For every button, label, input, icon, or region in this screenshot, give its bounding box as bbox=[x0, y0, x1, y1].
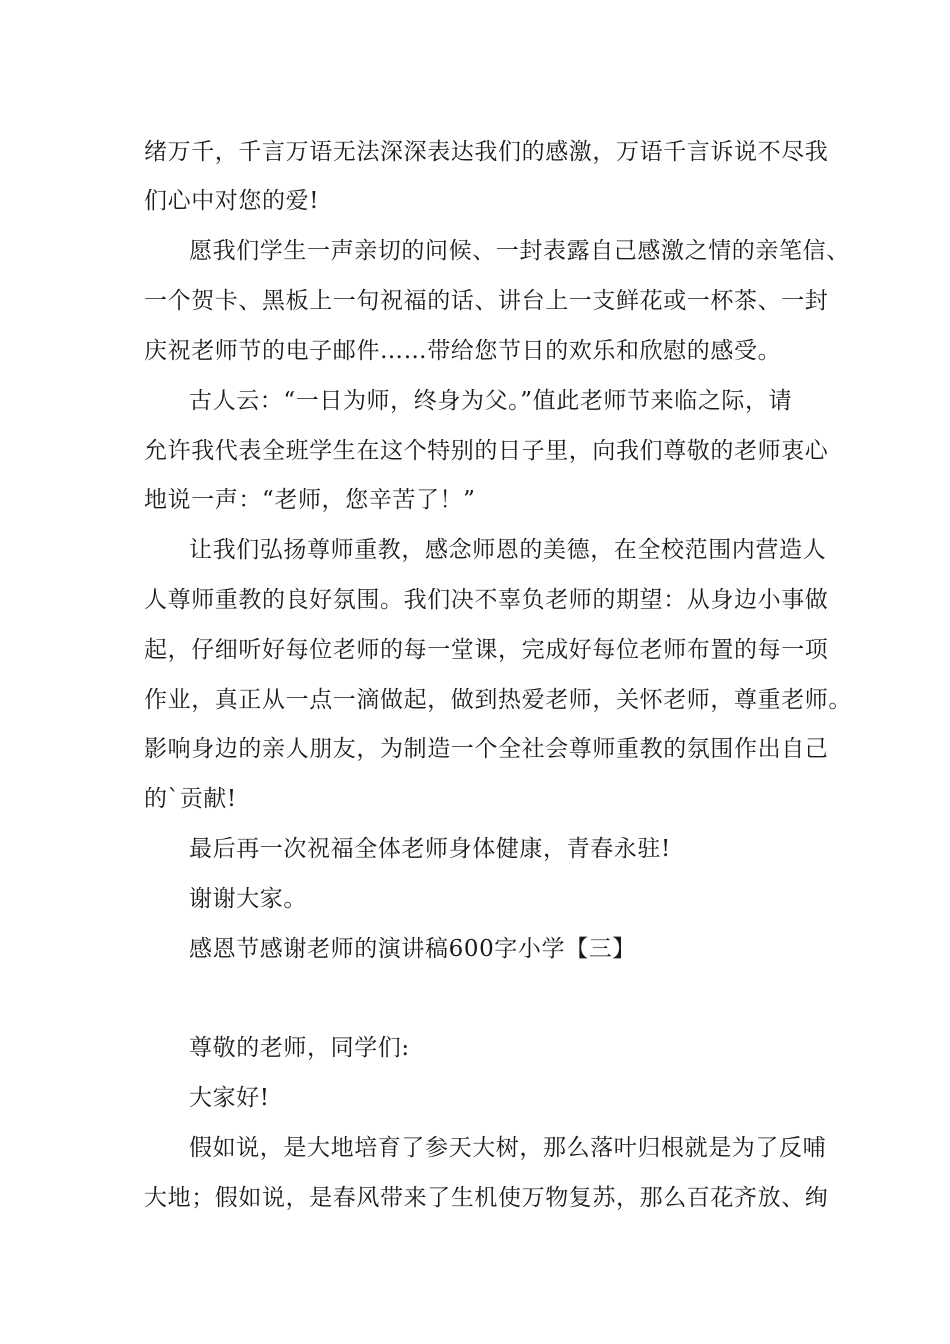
paragraph-first-line: 假如说，是大地培育了参天大树，那么落叶归根就是为了反哺 bbox=[189, 1135, 827, 1161]
text-line: 庆祝老师节的电子邮件……带给您节日的欢乐和欣慰的感受。 bbox=[144, 338, 782, 364]
text-line: 们心中对您的爱! bbox=[144, 188, 320, 214]
greeting: 大家好! bbox=[189, 1085, 270, 1111]
text-line: 人尊师重教的良好氛围。我们决不辜负老师的期望：从身边小事做 bbox=[144, 587, 829, 613]
text-line: 绪万千，千言万语无法深深表达我们的感激，万语千言诉说不尽我 bbox=[144, 139, 829, 165]
paragraph-first-line: 愿我们学生一声亲切的问候、一封表露自己感激之情的亲笔信、 bbox=[189, 238, 850, 264]
text-line: 的`贡献! bbox=[144, 786, 237, 812]
text-line: 一个贺卡、黑板上一句祝福的话、讲台上一支鲜花或一杯茶、一封 bbox=[144, 288, 829, 314]
paragraph-first-line: 让我们弘扬尊师重教，感念师恩的美德，在全校范围内营造人 bbox=[189, 537, 827, 563]
text-line: 地说一声：“老师，您辛苦了！” bbox=[144, 487, 476, 513]
text-line: 大地；假如说，是春风带来了生机使万物复苏，那么百花齐放、绚 bbox=[144, 1185, 829, 1211]
paragraph-first-line: 最后再一次祝福全体老师身体健康，青春永驻! bbox=[189, 836, 671, 862]
paragraph-first-line: 谢谢大家。 bbox=[189, 886, 307, 912]
salutation: 尊敬的老师，同学们: bbox=[189, 1035, 410, 1061]
text-line: 允许我代表全班学生在这个特别的日子里，向我们尊敬的老师衷心 bbox=[144, 438, 829, 464]
text-line: 起，仔细听好每位老师的每一堂课，完成好每位老师布置的每一项 bbox=[144, 637, 829, 663]
text-line: 作业，真正从一点一滴做起，做到热爱老师，关怀老师，尊重老师。 bbox=[144, 687, 852, 713]
paragraph-first-line: 古人云：“一日为师，终身为父。”值此老师节来临之际，请 bbox=[189, 388, 793, 414]
section-heading: 感恩节感谢老师的演讲稿600字小学【三】 bbox=[189, 936, 636, 962]
text-line: 影响身边的亲人朋友，为制造一个全社会尊师重教的氛围作出自己 bbox=[144, 736, 829, 762]
